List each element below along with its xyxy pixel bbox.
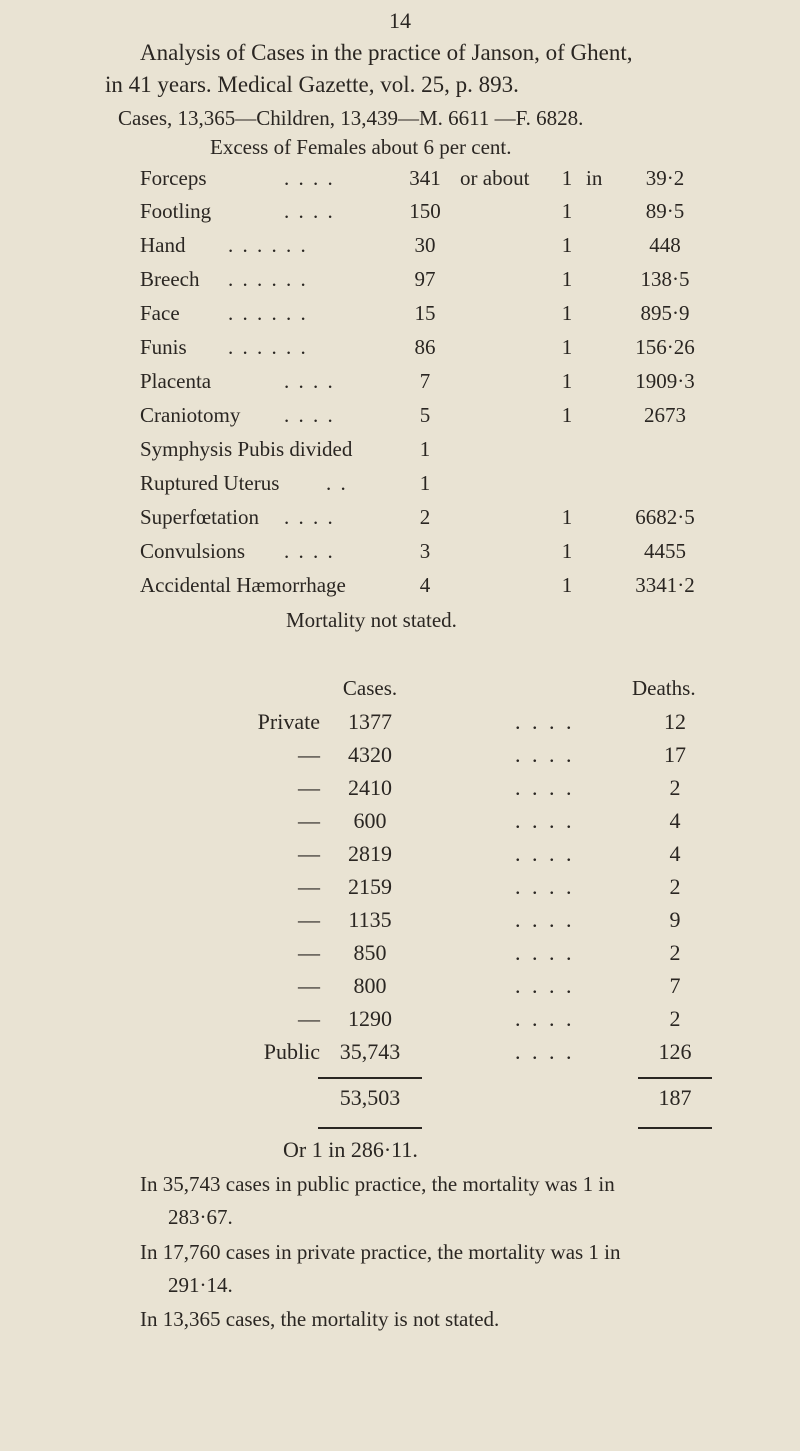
practice-label: —	[298, 874, 320, 899]
leader-dots: . . . .	[515, 709, 575, 734]
practice-label: —	[298, 841, 320, 866]
cases-value: 2159	[348, 874, 392, 899]
table-row	[0, 233, 800, 267]
conclusion-private	[140, 1236, 780, 1302]
conclusion-line: 291·14.	[168, 1273, 233, 1297]
ratio-one: 1	[561, 233, 573, 257]
practice-label: —	[298, 907, 320, 932]
cases-value: 600	[353, 808, 387, 833]
leader-dots: . . . .	[515, 874, 575, 899]
ratio-one: 1	[561, 403, 573, 427]
ratio-one: 1	[561, 199, 573, 223]
conclusion-public	[140, 1168, 780, 1234]
table-row	[0, 1039, 800, 1072]
conclusion-unstated	[140, 1303, 780, 1336]
operation-ratio: 895·9	[640, 301, 690, 325]
deaths-value: 2	[669, 775, 681, 800]
leader-dots: . . . .	[515, 808, 575, 833]
leader-dots: . . . .	[515, 907, 575, 932]
operation-name: Ruptured Uterus	[140, 471, 280, 495]
leader-dots: . . . . . .	[228, 233, 308, 257]
heading-line-2: in 41 years. Medical Gazette, vol. 25, p. 893.	[105, 72, 519, 97]
excess-note: Excess of Females about 6 per cent.	[210, 135, 512, 159]
table-row	[0, 267, 800, 301]
operation-name: Face	[140, 301, 180, 325]
operation-ratio: 89·5	[645, 199, 685, 223]
operation-ratio: 2673	[644, 403, 686, 427]
deaths-value: 2	[669, 874, 681, 899]
deaths-value: 4	[669, 808, 681, 833]
table-row	[0, 709, 800, 742]
totals-row	[0, 1085, 800, 1118]
conclusion-line: 283·67.	[168, 1205, 233, 1229]
leader-dots: . . . .	[515, 973, 575, 998]
operation-count: 1	[419, 437, 431, 461]
connector-in: in	[586, 166, 603, 190]
operation-count: 2	[419, 505, 431, 529]
leader-dots: . . . .	[284, 539, 335, 563]
overall-ratio: Or 1 in 286·11.	[283, 1137, 418, 1162]
cases-value: 1135	[348, 907, 392, 932]
operation-count: 15	[414, 301, 436, 325]
table-row	[0, 841, 800, 874]
practice-label: —	[298, 1006, 320, 1031]
cases-header: Cases.	[342, 676, 398, 700]
table-row	[0, 973, 800, 1006]
table-row	[0, 874, 800, 907]
cases-value: 850	[353, 940, 387, 965]
ratio-one: 1	[561, 573, 573, 597]
leader-dots: . . . .	[284, 403, 335, 427]
practice-label: —	[298, 808, 320, 833]
table-row	[0, 808, 800, 841]
operation-count: 3	[419, 539, 431, 563]
cases-value: 2819	[348, 841, 392, 866]
operation-count: 150	[409, 199, 441, 223]
table-row	[0, 1006, 800, 1039]
leader-dots: . . . . . .	[228, 335, 308, 359]
leader-dots: . . . .	[515, 775, 575, 800]
deaths-total-rule	[638, 1127, 712, 1129]
table-row	[0, 742, 800, 775]
operation-name: Hand	[140, 233, 186, 257]
ratio-one: 1	[561, 267, 573, 291]
ratio-one: 1	[561, 301, 573, 325]
practice-label: —	[298, 742, 320, 767]
deaths-value: 2	[669, 940, 681, 965]
operation-ratio: 448	[649, 233, 681, 257]
table-row	[0, 573, 800, 607]
leader-dots: . . . .	[284, 166, 335, 190]
table-row	[0, 471, 800, 505]
table-row	[0, 907, 800, 940]
practice-label: —	[298, 775, 320, 800]
operation-count: 7	[419, 369, 431, 393]
operation-count: 4	[419, 573, 431, 597]
operation-count: 86	[414, 335, 436, 359]
leader-dots: . . . . . .	[228, 301, 308, 325]
cases-value: 1377	[348, 709, 392, 734]
conclusion-line: In 13,365 cases, the mortality is not stated.	[140, 1307, 500, 1331]
connector-text: or about	[460, 166, 530, 190]
operation-ratio: 39·2	[645, 166, 685, 190]
cases-total-rule	[318, 1127, 422, 1129]
ratio-one: 1	[561, 539, 573, 563]
deaths-sum-rule	[638, 1077, 712, 1079]
deaths-value: 126	[658, 1039, 692, 1064]
cases-value: 800	[353, 973, 387, 998]
operation-ratio: 3341·2	[635, 573, 695, 597]
practice-label: —	[298, 973, 320, 998]
operation-name: Footling	[140, 199, 212, 223]
deaths-value: 17	[664, 742, 686, 767]
table-row	[0, 199, 800, 233]
operation-count: 5	[419, 403, 431, 427]
deaths-header: Deaths.	[632, 676, 696, 700]
table-row	[0, 775, 800, 808]
operation-name: Superfœtation	[140, 505, 259, 529]
deaths-value: 9	[669, 907, 681, 932]
operation-ratio: 156·26	[635, 335, 695, 359]
table-row	[0, 369, 800, 403]
table-row	[0, 166, 800, 200]
operation-count: 341	[409, 166, 441, 190]
cases-value: 35,743	[339, 1039, 401, 1064]
conclusion-line: In 17,760 cases in private practice, the mortality was 1 in	[140, 1240, 621, 1264]
operation-ratio: 6682·5	[635, 505, 695, 529]
practice-label: Public	[263, 1039, 320, 1064]
total-deaths: 187	[658, 1085, 692, 1110]
operation-name: Craniotomy	[140, 403, 241, 427]
ratio-one: 1	[561, 166, 573, 190]
table-row	[0, 940, 800, 973]
deaths-value: 12	[664, 709, 686, 734]
operation-name: Placenta	[140, 369, 212, 393]
cases-value: 4320	[348, 742, 392, 767]
table-row	[0, 301, 800, 335]
operation-name: Accidental Hæmorrhage	[140, 573, 346, 597]
deaths-value: 7	[669, 973, 681, 998]
page-number: 14	[389, 8, 411, 33]
cases-breakdown: Cases, 13,365—Children, 13,439—M. 6611 —F. 6828.	[118, 106, 584, 130]
leader-dots: . . . .	[515, 1039, 575, 1064]
heading-line-1: Analysis of Cases in the practice of Janson, of Ghent,	[140, 40, 633, 65]
cases-sum-rule	[318, 1077, 422, 1079]
operation-ratio: 1909·3	[635, 369, 695, 393]
leader-dots: . . . .	[284, 369, 335, 393]
ratio-one: 1	[561, 369, 573, 393]
practice-label: —	[298, 940, 320, 965]
operation-count: 1	[419, 471, 431, 495]
mortality-note: Mortality not stated.	[286, 608, 457, 632]
leader-dots: . . . .	[515, 1006, 575, 1031]
cases-value: 1290	[348, 1006, 392, 1031]
table-row	[0, 437, 800, 471]
leader-dots: . . . .	[284, 199, 335, 223]
operation-name: Convulsions	[140, 539, 246, 563]
table-row	[0, 403, 800, 437]
total-cases: 53,503	[339, 1085, 401, 1110]
table-row	[0, 335, 800, 369]
table-row	[0, 505, 800, 539]
leader-dots: . . . .	[515, 742, 575, 767]
operation-name: Forceps	[140, 166, 207, 190]
deaths-value: 4	[669, 841, 681, 866]
conclusion-line: In 35,743 cases in public practice, the mortality was 1 in	[140, 1172, 615, 1196]
leader-dots: . . . .	[515, 841, 575, 866]
practice-label: Private	[257, 709, 320, 734]
leader-dots: . . . .	[284, 505, 335, 529]
leader-dots: . . . .	[515, 940, 575, 965]
operation-ratio: 138·5	[640, 267, 690, 291]
operation-count: 30	[414, 233, 436, 257]
leader-dots: . .	[326, 471, 348, 495]
operation-name: Symphysis Pubis divided	[140, 437, 353, 461]
cases-value: 2410	[348, 775, 392, 800]
operation-name: Funis	[140, 335, 187, 359]
ratio-one: 1	[561, 505, 573, 529]
leader-dots: . . . . . .	[228, 267, 308, 291]
deaths-value: 2	[669, 1006, 681, 1031]
operation-name: Breech	[140, 267, 200, 291]
operation-count: 97	[414, 267, 436, 291]
operation-ratio: 4455	[644, 539, 686, 563]
table-row	[0, 539, 800, 573]
ratio-one: 1	[561, 335, 573, 359]
